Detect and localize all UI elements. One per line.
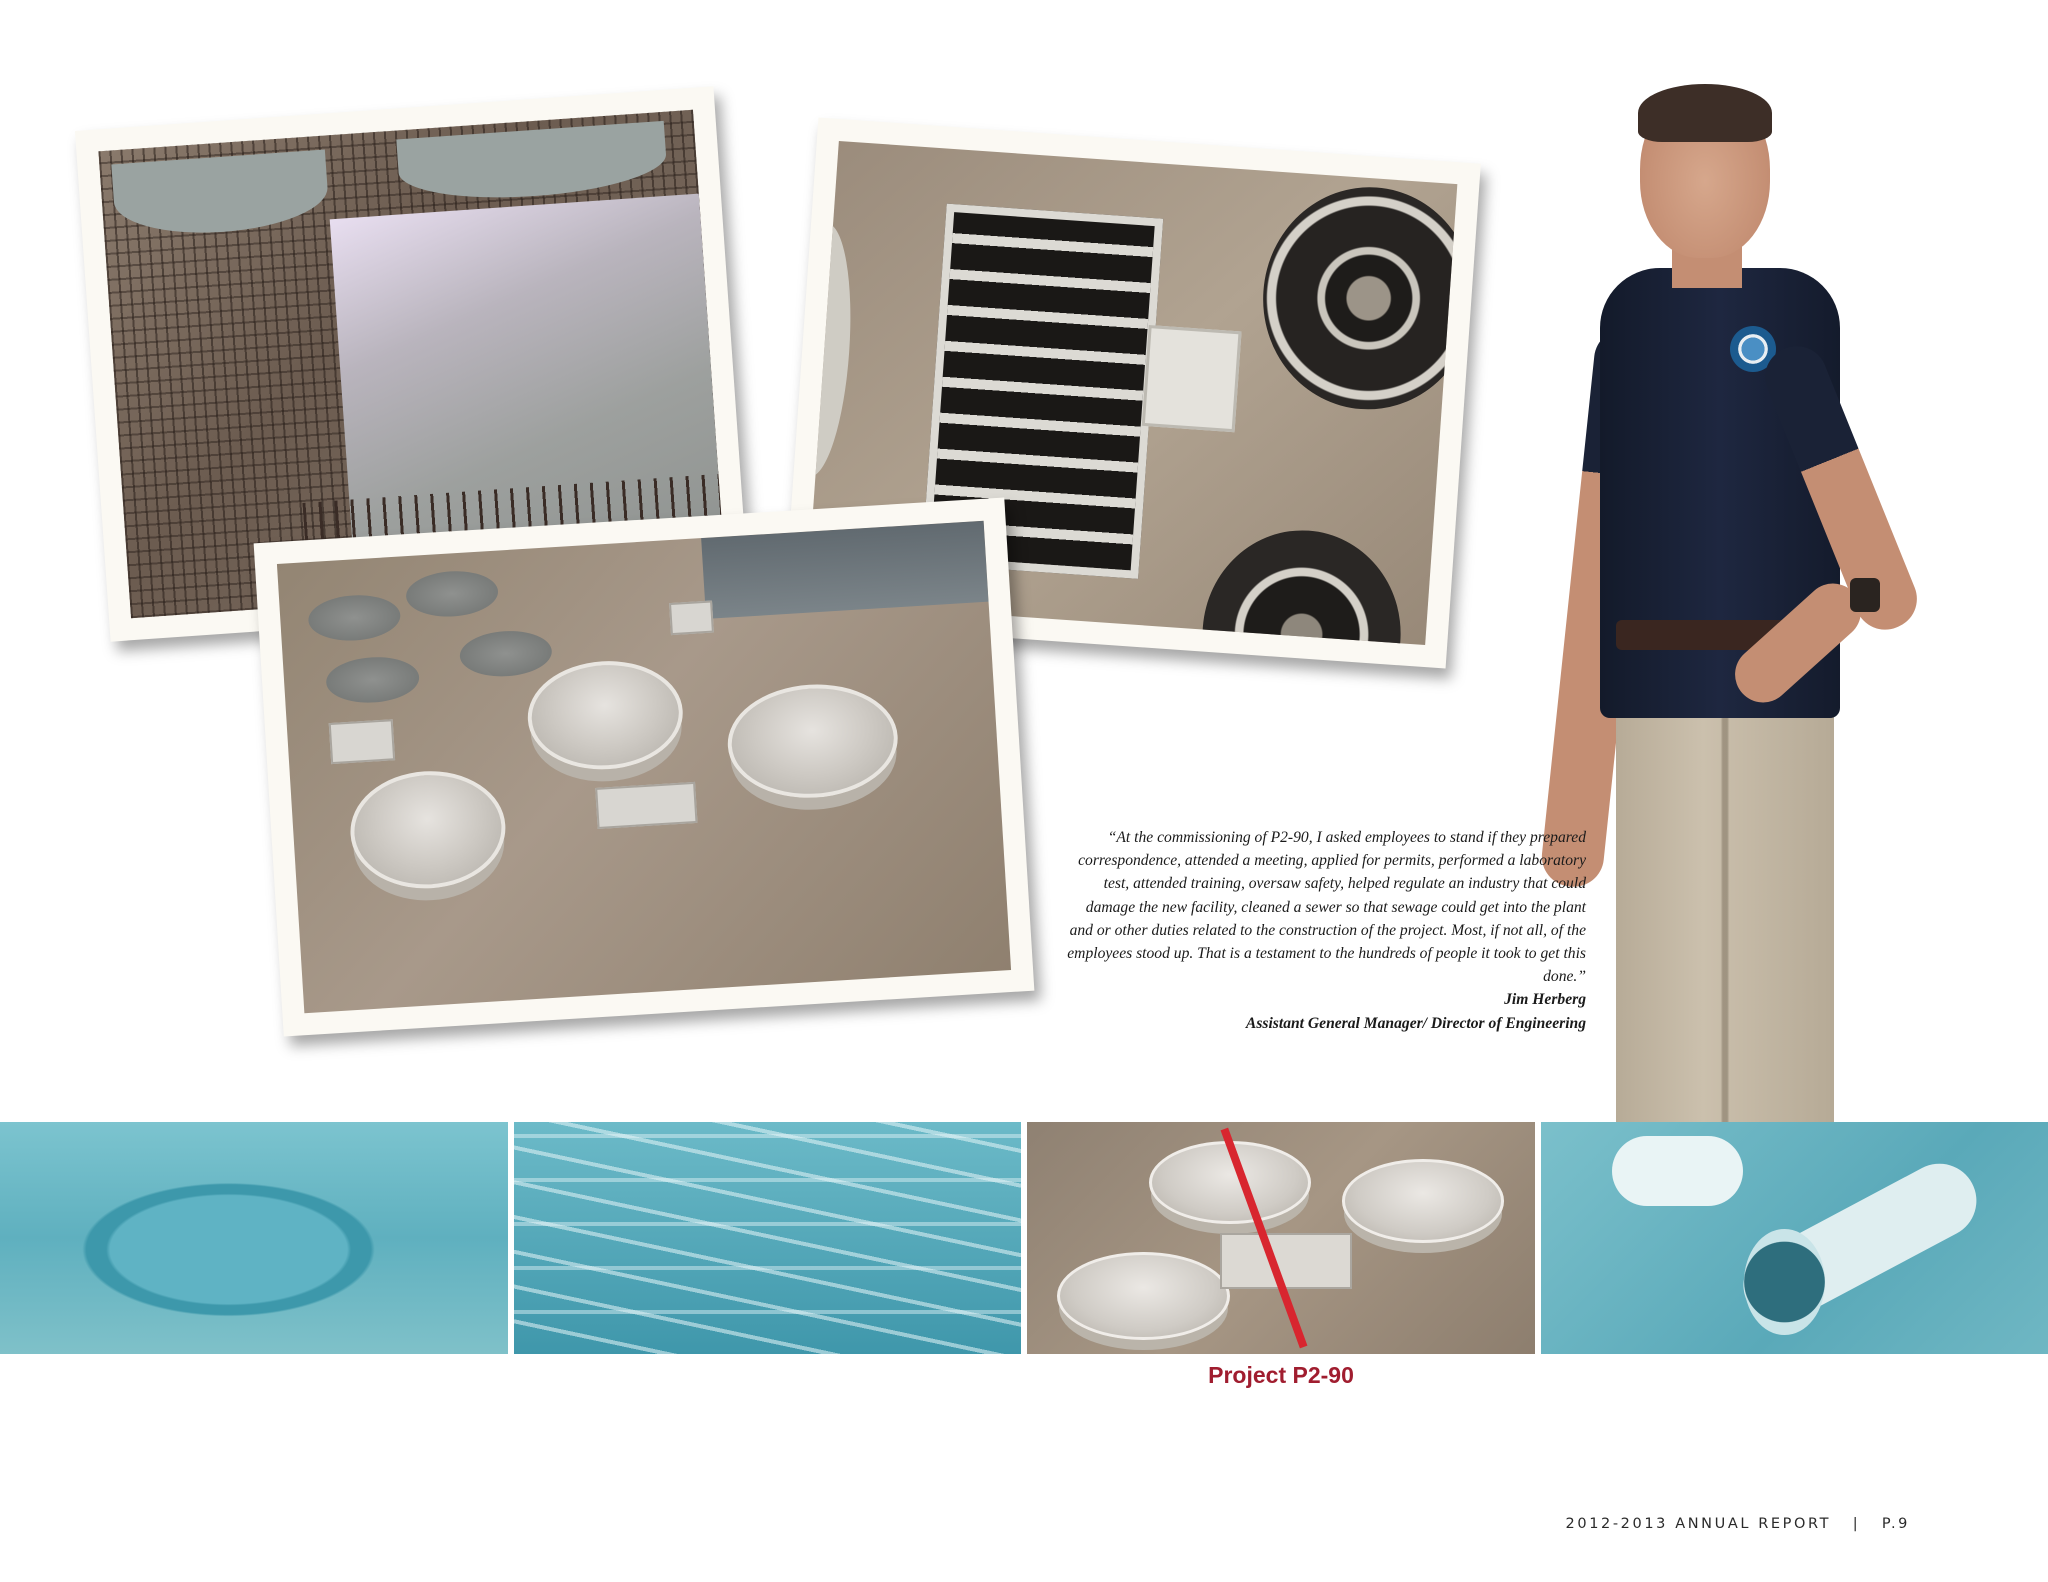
caption [0, 1362, 2048, 1389]
banner-photo-basin [0, 1122, 508, 1354]
banner-photo-tanks [514, 1122, 1022, 1354]
quote-text: “At the commissioning of P2-90, I asked employees to stand if they prepared correspondence, attended a meeting, applied for permits, performed a laboratory test, attended training, oversaw safety, helped regulate an industry that could damage the new facility, cleaned a sewer so that sewage could get into the plant and or other duties related to the construction of the project. Most, if not all, of the employees stood up. That is a testament to the hundreds of people it took to get this done.” [1067, 829, 1586, 986]
report-title: 2012-2013 ANNUAL REPORT [1565, 1516, 1832, 1532]
quote-block [1066, 826, 1586, 1035]
portrait-jim-herberg [1560, 88, 1980, 1124]
banner-photo-pipes [1541, 1122, 2048, 1354]
page-footer [1566, 1516, 1910, 1532]
photo-banner [0, 1122, 2048, 1354]
quote-author: Jim Herberg [1504, 991, 1586, 1009]
project-caption: Project P2-90 [1208, 1362, 1354, 1388]
footer-separator: | [1852, 1516, 1861, 1532]
photo-aerial-domes [254, 498, 1035, 1037]
quote-author-title: Assistant General Manager/ Director of Engineering [1245, 1014, 1586, 1032]
banner-photo-domes [1027, 1122, 1535, 1354]
page-number: P.9 [1881, 1516, 1910, 1532]
